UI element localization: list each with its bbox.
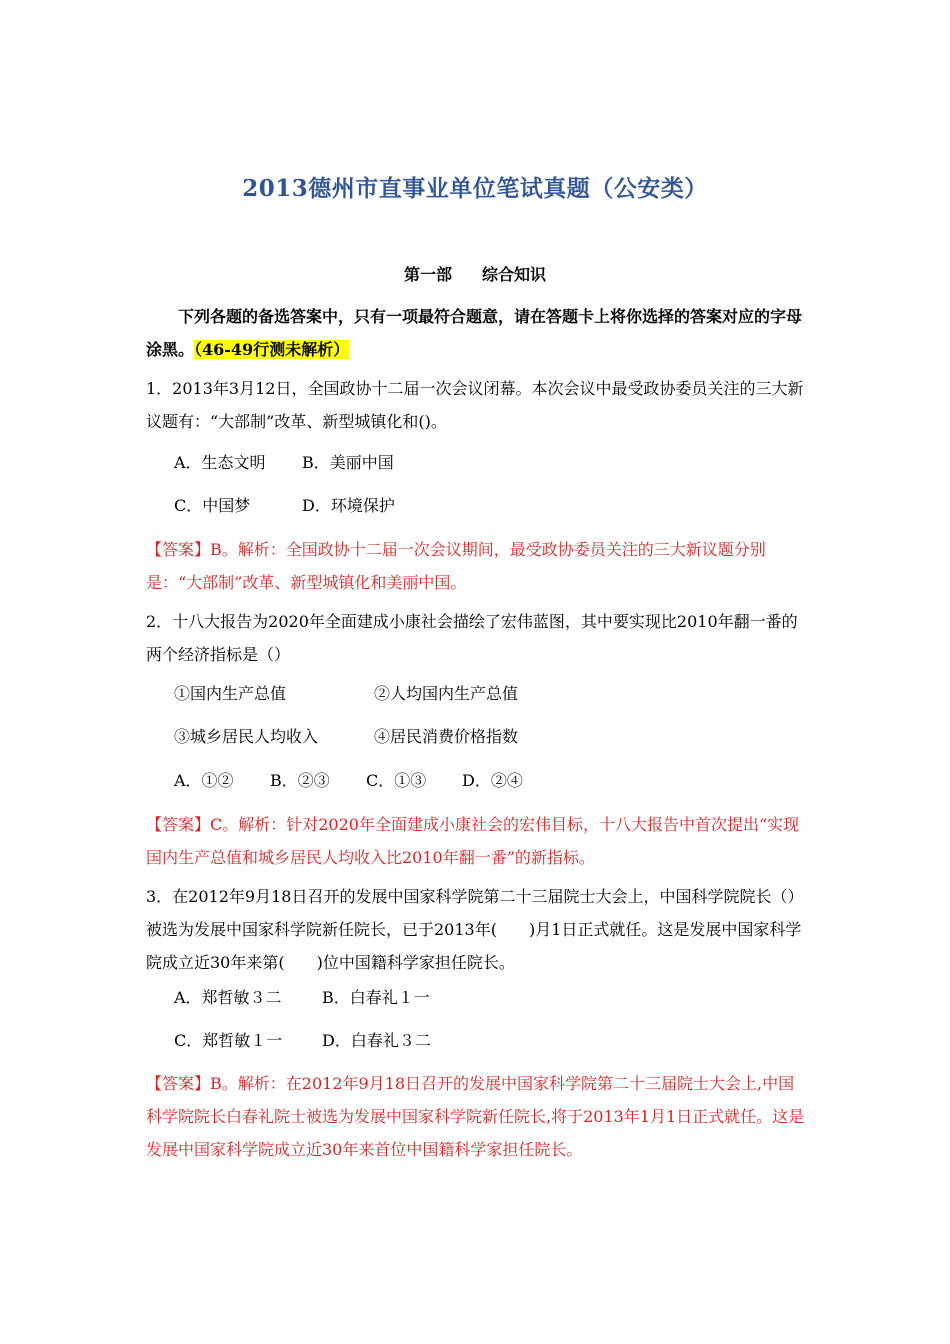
question-1-options-row2 <box>146 489 834 522</box>
section-part: 第一部 <box>403 265 452 284</box>
instructions-note: （46-49行测未解析） <box>194 340 350 359</box>
option: B．②③ <box>270 771 330 790</box>
section-heading <box>0 262 950 285</box>
option: B．美丽中国 <box>302 453 394 472</box>
item: ②人均国内生产总值 <box>374 684 519 703</box>
item: ①国内生产总值 <box>174 684 287 703</box>
option: A．郑哲敏３二 <box>174 988 282 1007</box>
question-2-options <box>146 764 834 797</box>
option: C．①③ <box>366 771 427 790</box>
option: A．①② <box>174 771 234 790</box>
option: C．中国梦 <box>174 496 251 515</box>
item: ③城乡居民人均收入 <box>174 727 319 746</box>
question-1-options-row1 <box>146 446 834 479</box>
instructions-text: 下列各题的备选答案中，只有一项最符合题意，请在答题卡上将你选择的答案对应的字母涂黑。 <box>146 307 803 359</box>
option: D．环境保护 <box>302 496 395 515</box>
question-2-items-row2 <box>146 720 834 753</box>
option: C．郑哲敏１一 <box>174 1031 283 1050</box>
question-1-stem: 1．2013年3月12日，全国政协十二届一次会议闭幕。本次会议中最受政协委员关注的三大新议题有：“大部制”改革、新型城镇化和()。 <box>146 379 804 431</box>
question-2-items-row1 <box>146 677 834 710</box>
question-3-options-row1 <box>146 981 834 1014</box>
section-name: 综合知识 <box>482 265 547 284</box>
question-2-stem: 2．十八大报告为2020年全面建成小康社会描绘了宏伟蓝图，其中要实现比2010年翻一番的两个经济指标是（） <box>146 612 798 664</box>
item: ④居民消费价格指数 <box>374 727 519 746</box>
question-3-answer: 【答案】B。解析：在2012年9月18日召开的发展中国家科学院第二十三届院士大会上,中国科学院院长白春礼院士被选为发展中国家科学院新任院长,将于2013年1月1日正式就任。这是发展中国家科学院成立近30年来首位中国籍科学家担任院长。 <box>146 1074 805 1159</box>
option: A．生态文明 <box>174 453 266 472</box>
question-3-stem: 3．在2012年9月18日召开的发展中国家科学院第二十三届院士大会上，中国科学院院长（）被选为发展中国家科学院新任院长，已于2013年( )月1日正式就任。这是发展中国家科学院成立近30年来第( )位中国籍科学家担任院长。 <box>146 887 804 972</box>
option: B．白春礼１一 <box>322 988 430 1007</box>
document-title: 2013德州市直事业单位笔试真题（公安类） <box>242 175 708 202</box>
question-1-answer: 【答案】B。解析：全国政协十二届一次会议期间，最受政协委员关注的三大新议题分别是：“大部制”改革、新型城镇化和美丽中国。 <box>146 540 766 592</box>
option: D．②④ <box>462 771 523 790</box>
question-2-answer: 【答案】C。解析：针对2020年全面建成小康社会的宏伟目标，十八大报告中首次提出“实现国内生产总值和城乡居民人均收入比2010年翻一番”的新指标。 <box>146 815 800 867</box>
instructions <box>146 300 806 366</box>
option: D．白春礼３二 <box>322 1031 431 1050</box>
question-3-options-row2 <box>146 1024 834 1057</box>
